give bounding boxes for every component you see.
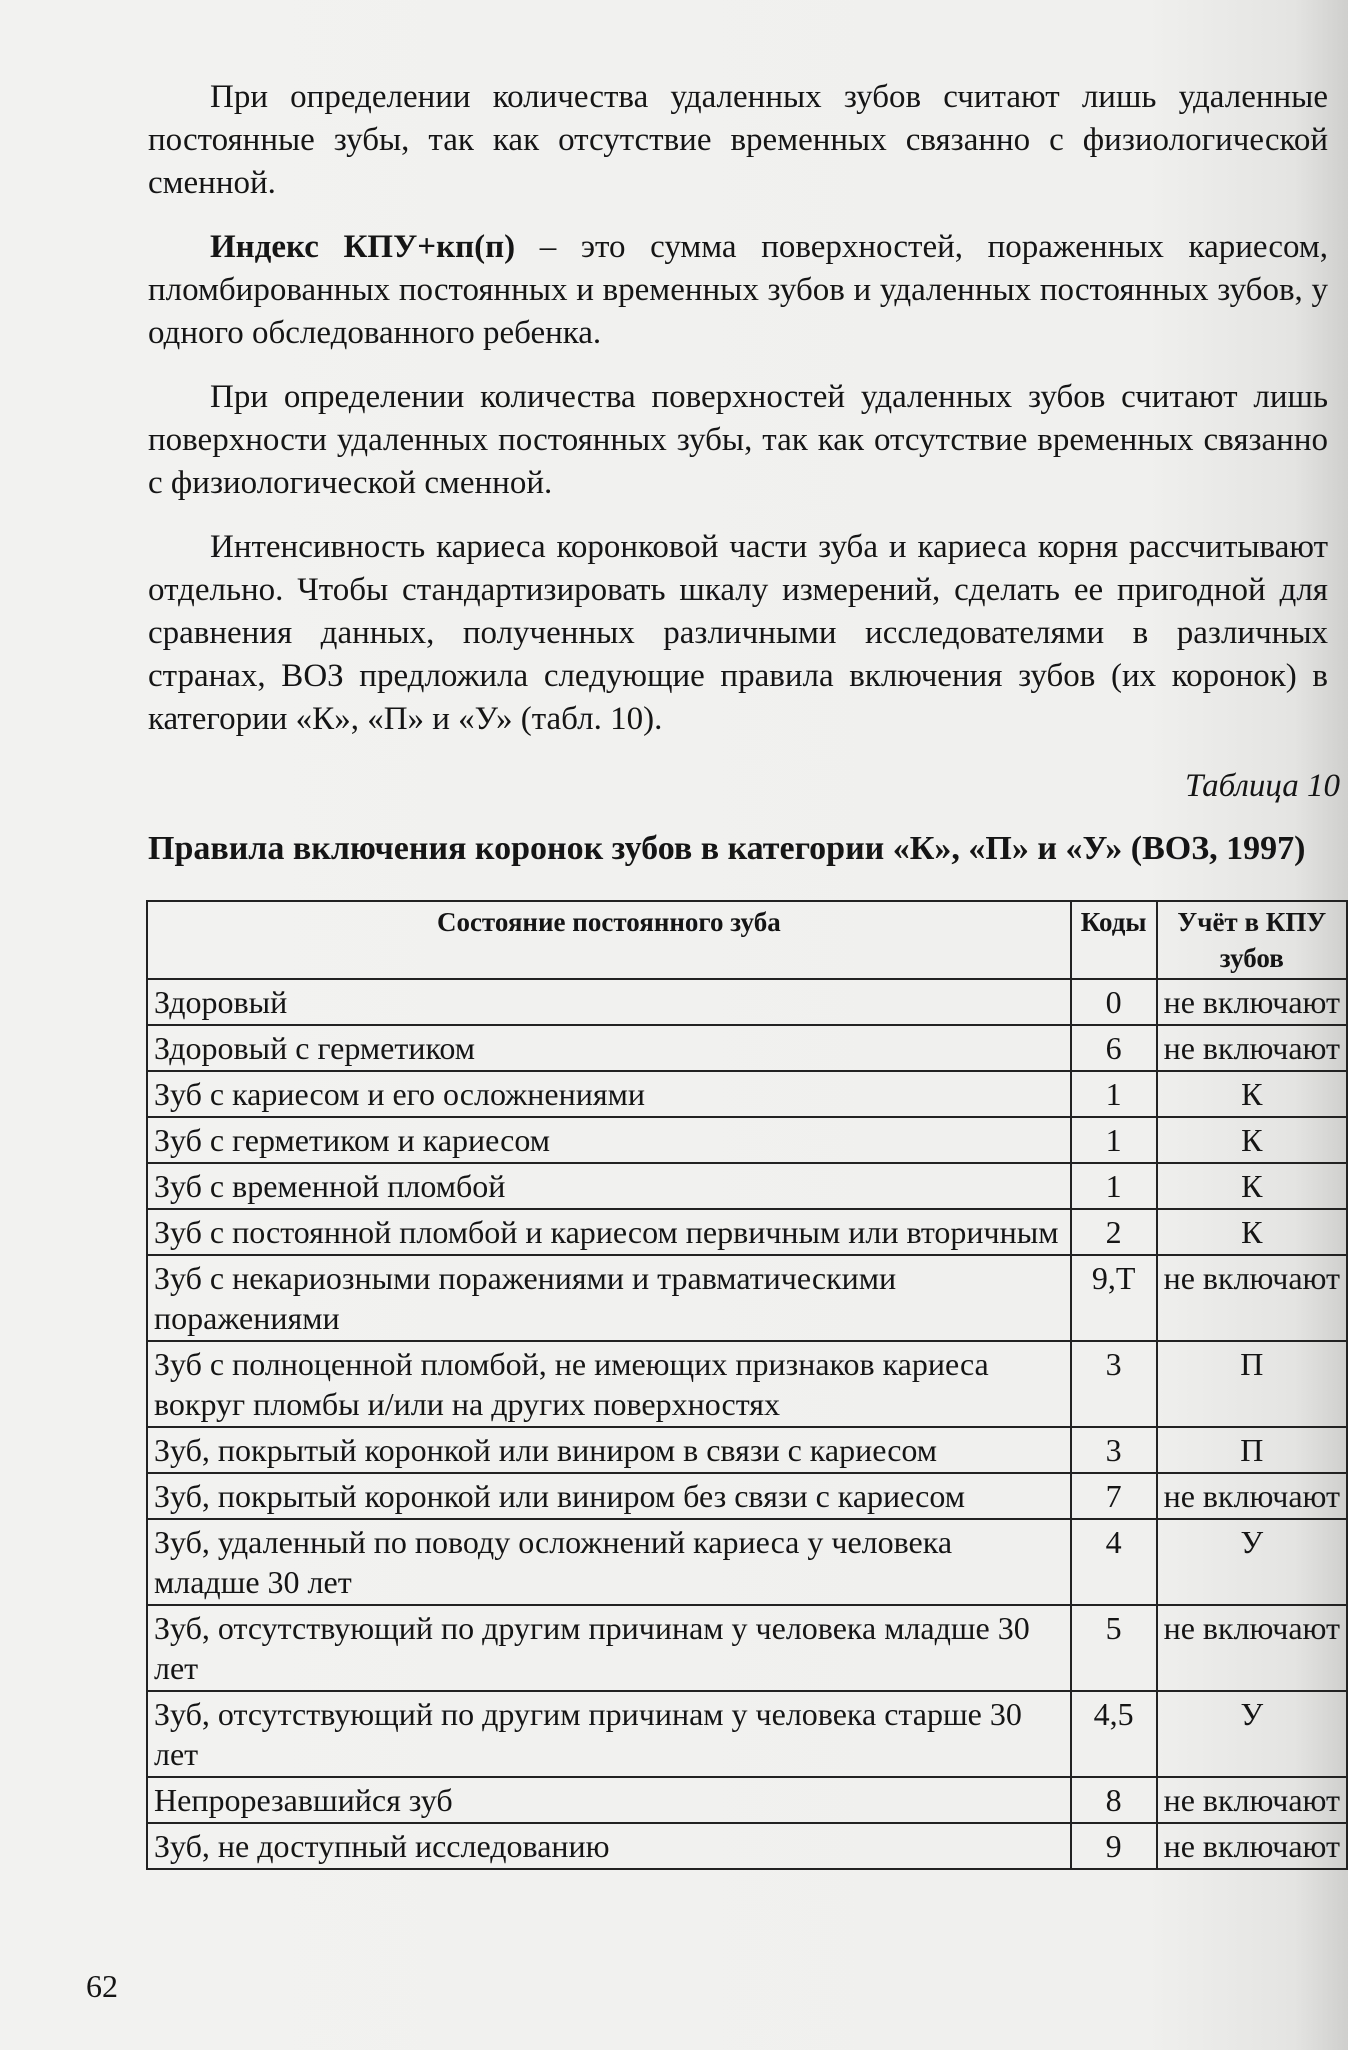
paragraph-kpu-index	[148, 226, 1328, 355]
kpu-index-definition: – это сумма поверхностей, пораженных кариесом, пломбированных постоянных и временных зубов и удаленных постоянных зубов, у одного обследованного ребенка.	[148, 229, 1328, 351]
kpu-cell: не включают	[1157, 1777, 1347, 1823]
tooth-state-cell: Непрорезавшийся зуб	[147, 1777, 1071, 1823]
table-row	[147, 1691, 1347, 1777]
kpu-cell: У	[1157, 1691, 1347, 1777]
code-cell: 3	[1071, 1341, 1157, 1427]
table-row	[147, 1341, 1347, 1427]
table-row	[147, 979, 1347, 1025]
kpu-cell: К	[1157, 1209, 1347, 1255]
code-cell: 9,Т	[1071, 1255, 1157, 1341]
table-row	[147, 1823, 1347, 1869]
kpu-cell: не включают	[1157, 1473, 1347, 1519]
tooth-state-cell: Зуб с кариесом и его осложнениями	[147, 1071, 1071, 1117]
table-row	[147, 1255, 1347, 1341]
table-row	[147, 1777, 1347, 1823]
code-cell: 1	[1071, 1117, 1157, 1163]
kpu-cell: П	[1157, 1341, 1347, 1427]
kpu-index-term: Индекс КПУ+кп(п)	[210, 229, 516, 265]
table-row	[147, 1117, 1347, 1163]
kpu-cell: не включают	[1157, 1823, 1347, 1869]
header-kpu-account: Учёт в КПУ зубов	[1157, 901, 1347, 979]
tooth-state-cell: Зуб с некариозными поражениями и травматическими поражениями	[147, 1255, 1071, 1341]
kpu-cell: У	[1157, 1519, 1347, 1605]
tooth-state-cell: Зуб с постоянной пломбой и кариесом первичным или вторичным	[147, 1209, 1071, 1255]
table-label: Таблица 10	[1185, 768, 1340, 804]
header-tooth-state: Состояние постоянного зуба	[147, 901, 1071, 979]
tooth-state-cell: Зуб с полноценной пломбой, не имеющих признаков кариеса вокруг пломбы и/или на других поверхностях	[147, 1341, 1071, 1427]
table-row	[147, 1605, 1347, 1691]
code-cell: 4	[1071, 1519, 1157, 1605]
code-cell: 0	[1071, 979, 1157, 1025]
kpu-cell: К	[1157, 1071, 1347, 1117]
code-cell: 6	[1071, 1025, 1157, 1071]
table-row	[147, 1209, 1347, 1255]
tooth-state-cell: Зуб с временной пломбой	[147, 1163, 1071, 1209]
tooth-state-cell: Зуб, не доступный исследованию	[147, 1823, 1071, 1869]
code-cell: 3	[1071, 1427, 1157, 1473]
code-cell: 9	[1071, 1823, 1157, 1869]
code-cell: 1	[1071, 1071, 1157, 1117]
tooth-state-cell: Зуб, отсутствующий по другим причинам у человека старше 30 лет	[147, 1691, 1071, 1777]
table-row	[147, 1473, 1347, 1519]
table-row	[147, 1025, 1347, 1071]
page-number: 62	[86, 1968, 118, 2004]
code-cell: 5	[1071, 1605, 1157, 1691]
paragraph-removed-teeth: При определении количества удаленных зубов считают лишь удаленные постоянные зубы, так как отсутствие временных связанно с физиологической сменной.	[148, 79, 1328, 201]
tooth-state-cell: Здоровый	[147, 979, 1071, 1025]
tooth-state-cell: Зуб, удаленный по поводу осложнений кариеса у человека младше 30 лет	[147, 1519, 1071, 1605]
table-header-row	[147, 901, 1347, 979]
kpu-cell: не включают	[1157, 979, 1347, 1025]
kpu-cell: не включают	[1157, 1025, 1347, 1071]
tooth-state-cell: Зуб, покрытый коронкой или виниром без связи с кариесом	[147, 1473, 1071, 1519]
rules-table	[146, 900, 1348, 1870]
table-row	[147, 1163, 1347, 1209]
table-row	[147, 1519, 1347, 1605]
tooth-state-cell: Зуб, покрытый коронкой или виниром в связи с кариесом	[147, 1427, 1071, 1473]
kpu-cell: не включают	[1157, 1255, 1347, 1341]
tooth-state-cell: Здоровый с герметиком	[147, 1025, 1071, 1071]
code-cell: 1	[1071, 1163, 1157, 1209]
tooth-state-cell: Зуб, отсутствующий по другим причинам у человека младше 30 лет	[147, 1605, 1071, 1691]
kpu-cell: К	[1157, 1117, 1347, 1163]
table-row	[147, 1427, 1347, 1473]
code-cell: 7	[1071, 1473, 1157, 1519]
paragraph-caries-intensity: Интенсивность кариеса коронковой части зуба и кариеса корня рассчитывают отдельно. Чтобы стандартизировать шкалу измерений, сделать ее пригодной для сравнения данных, полученных различными исследователями в различных странах, ВОЗ предложила следующие правила включения зубов (их коронок) в категории «К», «П» и «У» (табл. 10).	[148, 529, 1328, 737]
kpu-cell: П	[1157, 1427, 1347, 1473]
code-cell: 4,5	[1071, 1691, 1157, 1777]
code-cell: 8	[1071, 1777, 1157, 1823]
code-cell: 2	[1071, 1209, 1157, 1255]
header-codes: Коды	[1071, 901, 1157, 979]
tooth-state-cell: Зуб с герметиком и кариесом	[147, 1117, 1071, 1163]
paragraph-removed-surfaces: При определении количества поверхностей удаленных зубов считают лишь поверхности удаленных постоянных зубы, так как отсутствие временных связанно с физиологической сменной.	[148, 379, 1328, 501]
table-row	[147, 1071, 1347, 1117]
kpu-cell: не включают	[1157, 1605, 1347, 1691]
table-title: Правила включения коронок зубов в категории «К», «П» и «У» (ВОЗ, 1997)	[148, 830, 1306, 867]
kpu-cell: К	[1157, 1163, 1347, 1209]
